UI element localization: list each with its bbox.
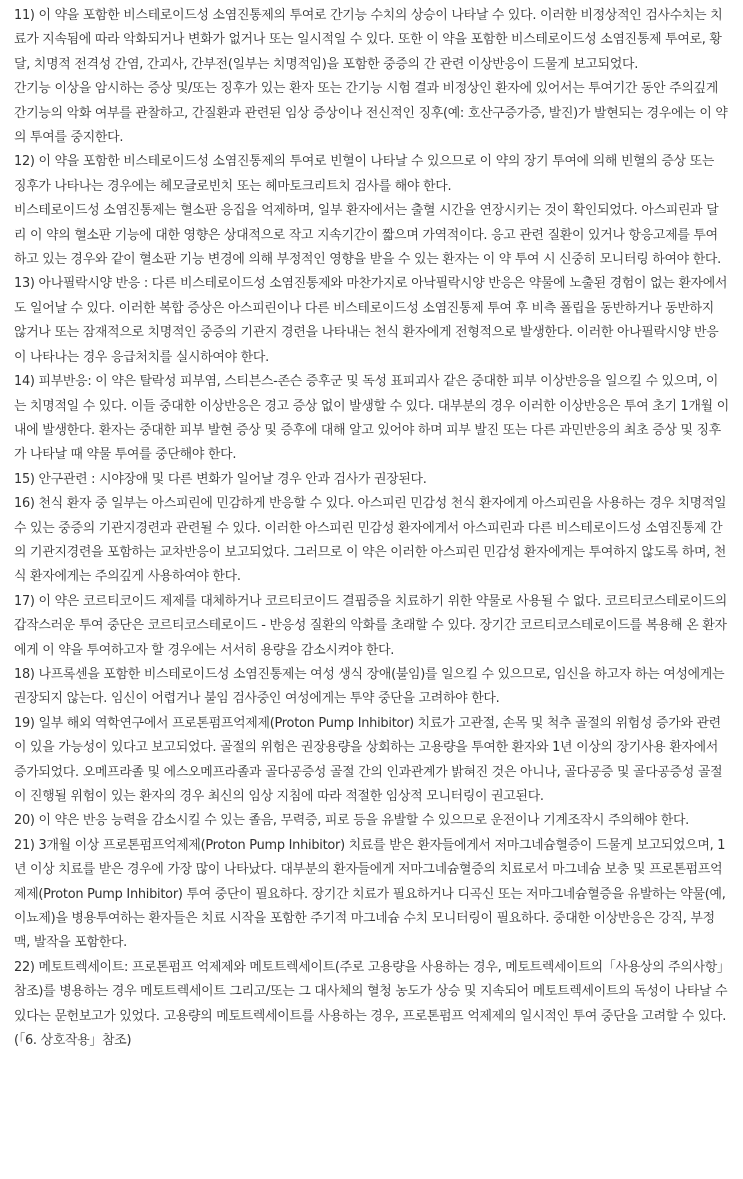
paragraph-12-platelet: 비스테로이드성 소염진통제는 혈소판 응집을 억제하며, 일부 환자에서는 출혈 시간을 연장시키는 것이 확인되었다. 아스피린과 달리 이 약의 혈소판 기능에 대한 영향은 상대적으로 작고 지속기간이 짧으며 가역적이다. 응고 관련 질환이 있거나 항응고제를 투여하고 있는 경우와 같이 혈소판 기능 변경에 의해 부정적인 영향을 받을 수 있는 환자는 이 약 투여 시 신중히 모니터링 하여야 한다.	[14, 203, 721, 268]
paragraph-11-liver: 11) 이 약을 포함한 비스테로이드성 소염진통제의 투여로 간기능 수치의 상승이 나타날 수 있다. 이러한 비정상적인 검사수치는 치료가 지속됨에 따라 악화되거나 변화가 없거나 또는 일시적일 수 있다. 또한 이 약을 포함한 비스테로이드성 소염진통제 투여로, 황달, 치명적 전격성 간염, 간괴사, 간부전(일부는 치명적임)을 포함한 중증의 간 관련 이상반응이 드물게 보고되었다.	[14, 8, 723, 72]
paragraph-22-methotrexate: 22) 메토트렉세이트: 프로톤펌프 억제제와 메토트렉세이트(주로 고용량을 사용하는 경우, 메토트렉세이트의「사용상의 주의사항」참조)를 병용하는 경우 메토트렉세이트 그리고/또는 그 대사체의 혈청 농도가 상승 및 지속되어 메토트렉세이트의 독성이 나타날 수 있다는 문헌보고가 있었다. 고용량의 메토트렉세이트를 사용하는 경우, 프로톤펌프 억제제의 일시적인 투여 중단을 고려할 수 있다.(「6. 상호작용」참조)	[14, 959, 728, 1049]
paragraph-11-liver-monitoring: 간기능 이상을 암시하는 증상 및/또는 징후가 있는 환자 또는 간기능 시험 결과 비정상인 환자에 있어서는 투여기간 동안 주의깊게 간기능의 악화 여부를 관찰하고, 간질환과 관련된 임상 증상이나 전신적인 징후(예: 호산구증가증, 발진)가 발현되는 경우에는 이 약의 투여를 중지한다.	[14, 81, 728, 146]
paragraph-19-fracture: 19) 일부 해외 역학연구에서 프로톤펌프억제제(Proton Pump Inhibitor) 치료가 고관절, 손목 및 척추 골절의 위험성 증가와 관련이 있을 가능성이 있다고 보고되었다. 골절의 위험은 권장용량을 상회하는 고용량을 투여한 환자와 1년 이상의 장기사용 환자에서 증가되었다. 오메프라졸 및 에스오메프라졸과 골다공증성 골절 간의 인과관계가 밝혀진 것은 아니나, 골다공증 및 골다공증성 골절이 진행될 위험이 있는 환자의 경우 최신의 임상 지침에 따라 적절한 임상적 모니터링이 권고된다.	[14, 715, 723, 804]
paragraph-21-hypomagnesemia: 21) 3개월 이상 프로톤펌프억제제(Proton Pump Inhibitor) 치료를 받은 환자들에게서 저마그네슘혈증이 드물게 보고되었으며, 1년 이상 치료를 받은 경우에 가장 많이 나타났다. 대부분의 환자들에게 저마그네슘혈증의 치료로서 마그네슘 보충 및 프로톤펌프억제제(Proton Pump Inhibitor) 투여 중단이 필요하다. 장기간 치료가 필요하거나 디곡신 또는 저마그네슘혈증을 유발하는 약물(예, 이뇨제)을 병용투여하는 환자들은 치료 시작을 포함한 주기적 마그네슘 수치 모니터링이 필요하다. 중대한 이상반응은 강직, 부정맥, 발작을 포함한다.	[14, 837, 726, 951]
paragraph-15-eye: 15) 안구관련 : 시야장애 및 다른 변화가 일어날 경우 안과 검사가 권장된다.	[14, 471, 427, 487]
paragraph-13-anaphylactoid: 13) 아나필락시양 반응 : 다른 비스테로이드성 소염진통제와 마찬가지로 아낙필락시양 반응은 약물에 노출된 경험이 없는 환자에서도 일어날 수 있다. 이러한 복합 증상은 아스피린이나 다른 비스테로이드성 소염진통제 투여 후 비측 폴립을 동반하거나 동반하지 않거나 또는 잠재적으로 치명적인 중증의 기관지 경련을 나타내는 천식 환자에게 전형적으로 발생한다. 이러한 아나필락시양 반응이 나타나는 경우 응급처치를 실시하여야 한다.	[14, 276, 728, 365]
paragraph-17-corticoid: 17) 이 약은 코르티코이드 제제를 대체하거나 코르티코이드 결핍증을 치료하기 위한 약물로 사용될 수 없다. 코르티코스테로이드의 갑작스러운 투여 중단은 코르티코스테로이드 - 반응성 질환의 악화를 초래할 수 있다. 장기간 코르티코스테로이드를 복용해 온 환자에게 이 약을 투여하고자 할 경우에는 서서히 용량을 감소시켜야 한다.	[14, 593, 727, 658]
paragraph-18-fertility: 18) 나프록센을 포함한 비스테로이드성 소염진통제는 여성 생식 장애(불임)를 일으킬 수 있으므로, 임신을 하고자 하는 여성에게는 권장되지 않는다. 임신이 어렵거나 불임 검사중인 여성에게는 투약 중단을 고려하야 한다.	[14, 666, 725, 707]
paragraph-12-anemia: 12) 이 약을 포함한 비스테로이드성 소염진통제의 투여로 빈혈이 나타날 수 있으므로 이 약의 장기 투여에 의해 빈혈의 증상 또는 징후가 나타나는 경우에는 헤모글로빈치 또는 헤마토크리트치 검사를 해야 한다.	[14, 154, 715, 194]
paragraph-14-skin-reaction: 14) 피부반응: 이 약은 탈락성 피부염, 스티븐스-존슨 증후군 및 독성 표피괴사 같은 중대한 피부 이상반응을 일으킬 수 있으며, 이는 치명적일 수 있다. 이들 중대한 이상반응은 경고 증상 없이 발생할 수 있다. 대부분의 경우 이러한 이상반응은 투여 초기 1개월 이내에 발생한다. 환자는 중대한 피부 발현 증상 및 증후에 대해 알고 있어야 하며 피부 발진 또는 다른 과민반응의 최초 증상 및 징후가 나타날 때 약물 투여를 중단해야 한다.	[14, 374, 729, 463]
paragraph-16-asthma: 16) 천식 환자 중 일부는 아스피린에 민감하게 반응할 수 있다. 아스피린 민감성 천식 환자에게 아스피린을 사용하는 경우 치명적일 수 있는 중증의 기관지경련과 관련될 수 있다. 이러한 아스피린 민감성 환자에게서 아스피린과 다른 비스테로이드성 소염진통제 간의 기관지경련을 포함하는 교차반응이 보고되었다. 그러므로 이 약은 이러한 아스피린 민감성 환자에게는 투여하지 않도록 하며, 천식 환자에게는 주의깊게 사용하여야 한다.	[14, 496, 727, 585]
paragraph-20-driving: 20) 이 약은 반응 능력을 감소시킬 수 있는 졸음, 무력증, 피로 등을 유발할 수 있으므로 운전이나 기계조작시 주의해야 한다.	[14, 813, 689, 829]
